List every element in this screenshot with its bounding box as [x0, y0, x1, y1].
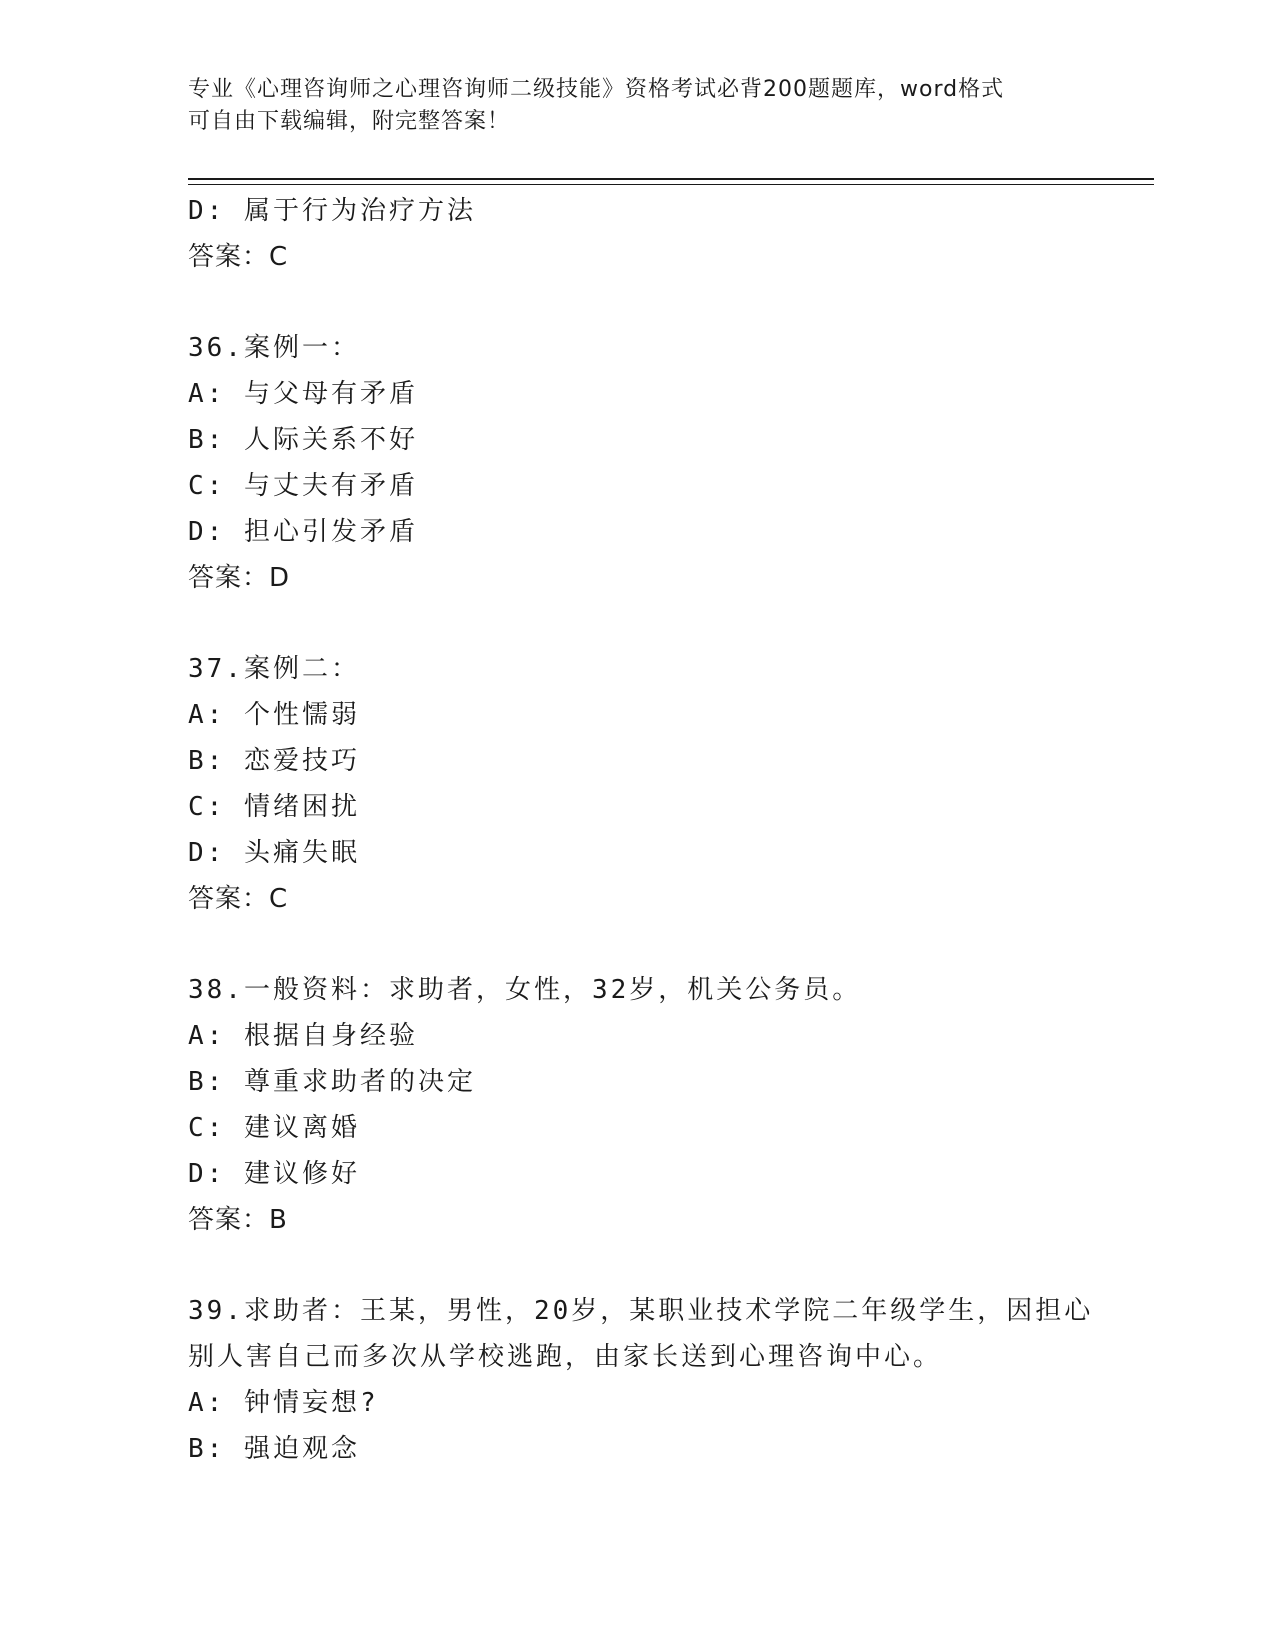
question-block-37: [188, 646, 1088, 922]
option-b: B: 人际关系不好: [188, 425, 418, 455]
header-divider-thick: [188, 178, 1154, 180]
option-d: D: 头痛失眠: [188, 838, 360, 868]
spacer: [188, 922, 1088, 967]
option-d: D: 属于行为治疗方法: [188, 196, 476, 226]
option-c: C: 建议离婚: [188, 1113, 360, 1143]
option-b: B: 强迫观念: [188, 1434, 360, 1464]
spacer: [188, 280, 1088, 325]
answer: 答案：B: [188, 1205, 288, 1235]
spacer: [188, 601, 1088, 646]
option-d: D: 建议修好: [188, 1159, 360, 1189]
option-b: B: 恋爱技巧: [188, 746, 360, 776]
option-d: D: 担心引发矛盾: [188, 517, 418, 547]
header-line-1: 专业《心理咨询师之心理咨询师二级技能》资格考试必背200题题库，word格式: [188, 77, 1005, 102]
question-stem: 38.一般资料：求助者，女性，32岁，机关公务员。: [188, 975, 862, 1005]
header-divider-thin: [188, 184, 1154, 185]
option-a: A: 与父母有矛盾: [188, 379, 418, 409]
option-a: A: 个性懦弱: [188, 700, 360, 730]
option-b: B: 尊重求助者的决定: [188, 1067, 476, 1097]
question-block-39: [188, 1288, 1094, 1472]
option-c: C: 与丈夫有矛盾: [188, 471, 418, 501]
option-a: A: 根据自身经验: [188, 1021, 418, 1051]
answer: 答案：D: [188, 563, 291, 593]
question-stem: 37.案例二：: [188, 654, 360, 684]
option-a: A: 钟情妄想?: [188, 1388, 379, 1418]
header-line-2: 可自由下载编辑，附完整答案！: [188, 109, 511, 134]
question-block-35-tail: [188, 188, 1088, 280]
document-header: [188, 74, 1088, 138]
spacer: [188, 1243, 1088, 1288]
answer: 答案：C: [188, 884, 289, 914]
option-c: C: 情绪困扰: [188, 792, 360, 822]
question-stem: 36.案例一：: [188, 333, 360, 363]
question-block-36: [188, 325, 1088, 601]
answer: 答案：C: [188, 242, 289, 272]
question-stem-line-2: 别人害自己而多次从学校逃跑，由家长送到心理咨询中心。: [188, 1342, 943, 1372]
question-stem-line-1: 39.求助者：王某，男性，20岁，某职业技术学院二年级学生，因担心: [188, 1296, 1094, 1326]
question-block-38: [188, 967, 1088, 1243]
question-list: [188, 188, 1094, 1472]
